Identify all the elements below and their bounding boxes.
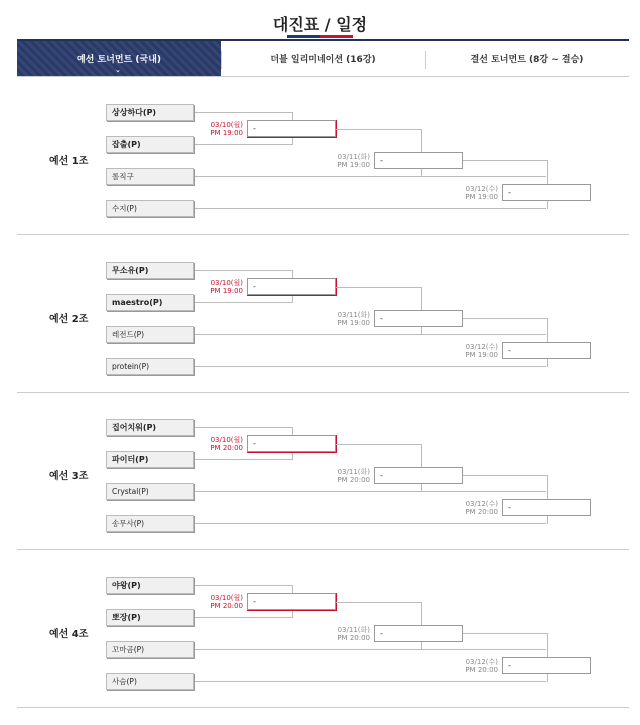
bracket-group <box>17 393 629 550</box>
match-time <box>448 500 498 516</box>
match-result-box[interactable]: - <box>247 120 336 137</box>
bracket-line <box>336 602 421 603</box>
match-time <box>448 343 498 359</box>
match-result-box[interactable]: - <box>502 499 591 516</box>
bracket-line <box>247 137 336 138</box>
match-date: 03/10(월) <box>210 121 243 129</box>
bracket-group <box>17 236 629 393</box>
bracket-line <box>195 681 546 682</box>
match-hour: PM 20:00 <box>337 634 370 642</box>
match-date: 03/11(화) <box>337 311 370 319</box>
match-result-box[interactable]: - <box>502 342 591 359</box>
match-hour: PM 19:00 <box>210 287 243 295</box>
team-slot[interactable]: 사슴(P) <box>106 673 194 690</box>
bracket-line <box>195 176 546 177</box>
bracket-line <box>195 427 292 428</box>
match-hour: PM 19:00 <box>337 319 370 327</box>
bracket-line <box>195 144 292 145</box>
group-label: 예선 4조 <box>49 629 89 640</box>
bracket-line <box>195 366 546 367</box>
title-underline-blue <box>287 35 320 38</box>
bracket-line <box>195 334 546 335</box>
team-slot[interactable]: 잡출(P) <box>106 136 194 153</box>
match-date: 03/12(수) <box>465 500 498 508</box>
match-result-box[interactable]: - <box>247 278 336 295</box>
bracket-line <box>195 270 292 271</box>
match-result-box[interactable]: - <box>502 184 591 201</box>
bracket-line <box>247 610 336 611</box>
bracket-line <box>247 295 336 296</box>
bracket-line <box>195 523 546 524</box>
bracket-line <box>195 617 292 618</box>
team-slot[interactable]: 레전드(P) <box>106 326 194 343</box>
team-slot[interactable]: 야왕(P) <box>106 577 194 594</box>
group-label: 예선 1조 <box>49 156 89 167</box>
title-underline <box>287 35 353 38</box>
match-hour: PM 20:00 <box>337 476 370 484</box>
team-slot[interactable]: Crystal(P) <box>106 483 194 500</box>
tab-double-elimination[interactable] <box>221 41 425 76</box>
tab-double-elimination-label: 더블 일리미네이션 (16강) <box>270 55 376 65</box>
bracket-line <box>195 112 292 113</box>
tab-preliminary[interactable] <box>17 41 221 76</box>
title-underline-red <box>320 35 353 38</box>
team-slot[interactable]: 파이터(P) <box>106 451 194 468</box>
team-slot[interactable]: 무소유(P) <box>106 262 194 279</box>
team-slot[interactable]: 송무사(P) <box>106 515 194 532</box>
match-time <box>448 658 498 674</box>
match-date: 03/10(월) <box>210 279 243 287</box>
match-hour: PM 20:00 <box>465 666 498 674</box>
tab-final-tournament[interactable] <box>425 41 629 76</box>
match-result-box[interactable]: - <box>502 657 591 674</box>
bracket-line <box>463 633 547 634</box>
match-date: 03/10(월) <box>210 594 243 602</box>
match-result-box[interactable]: - <box>247 593 336 610</box>
team-slot[interactable]: 롤직구 <box>106 168 194 185</box>
tab-bar <box>17 39 629 77</box>
match-result-box[interactable]: - <box>374 152 463 169</box>
bracket-line <box>195 491 546 492</box>
team-slot[interactable]: maestro(P) <box>106 294 194 311</box>
bracket-line <box>195 649 546 650</box>
bracket-line <box>336 129 421 130</box>
match-time <box>320 468 370 484</box>
match-date: 03/11(화) <box>337 153 370 161</box>
bracket-line <box>463 318 547 319</box>
chevron-down-icon: ⌄ <box>115 66 121 74</box>
match-hour: PM 19:00 <box>465 193 498 201</box>
match-time <box>320 626 370 642</box>
match-time <box>193 594 243 610</box>
bracket-group <box>17 551 629 708</box>
match-date: 03/11(화) <box>337 468 370 476</box>
team-slot[interactable]: protein(P) <box>106 358 194 375</box>
team-slot[interactable]: 꼬마곰(P) <box>106 641 194 658</box>
tab-preliminary-label: 예선 토너먼트 (국내) <box>76 55 162 65</box>
bracket-group <box>17 78 629 235</box>
match-time <box>193 121 243 137</box>
match-time <box>448 185 498 201</box>
match-hour: PM 19:00 <box>210 129 243 137</box>
match-time <box>193 279 243 295</box>
match-date: 03/12(수) <box>465 658 498 666</box>
team-slot[interactable]: 뽀장(P) <box>106 609 194 626</box>
match-result-box[interactable]: - <box>374 310 463 327</box>
tab-final-tournament-label: 결선 토너먼트 (8강 ~ 결승) <box>470 55 584 65</box>
match-date: 03/10(월) <box>210 436 243 444</box>
team-slot[interactable]: 집어치워(P) <box>106 419 194 436</box>
group-label: 예선 3조 <box>49 471 89 482</box>
bracket-line <box>247 452 336 453</box>
match-result-box[interactable]: - <box>247 435 336 452</box>
bracket-line <box>195 302 292 303</box>
match-time <box>320 153 370 169</box>
team-slot[interactable]: 수지(P) <box>106 200 194 217</box>
bracket-line <box>195 459 292 460</box>
group-label: 예선 2조 <box>49 314 89 325</box>
team-slot[interactable]: 상상하다(P) <box>106 104 194 121</box>
bracket-line <box>336 287 421 288</box>
bracket-line <box>195 208 546 209</box>
match-hour: PM 20:00 <box>210 444 243 452</box>
match-date: 03/12(수) <box>465 185 498 193</box>
match-hour: PM 19:00 <box>337 161 370 169</box>
bracket-line <box>463 160 547 161</box>
match-hour: PM 20:00 <box>210 602 243 610</box>
match-time <box>193 436 243 452</box>
bracket-line <box>336 444 421 445</box>
bracket-line <box>463 475 547 476</box>
match-date: 03/12(수) <box>465 343 498 351</box>
bracket-line <box>195 585 292 586</box>
match-time <box>320 311 370 327</box>
match-hour: PM 20:00 <box>465 508 498 516</box>
match-result-box[interactable]: - <box>374 467 463 484</box>
page-title: 대진표 / 일정 <box>272 15 368 34</box>
match-result-box[interactable]: - <box>374 625 463 642</box>
match-date: 03/11(화) <box>337 626 370 634</box>
match-hour: PM 19:00 <box>465 351 498 359</box>
